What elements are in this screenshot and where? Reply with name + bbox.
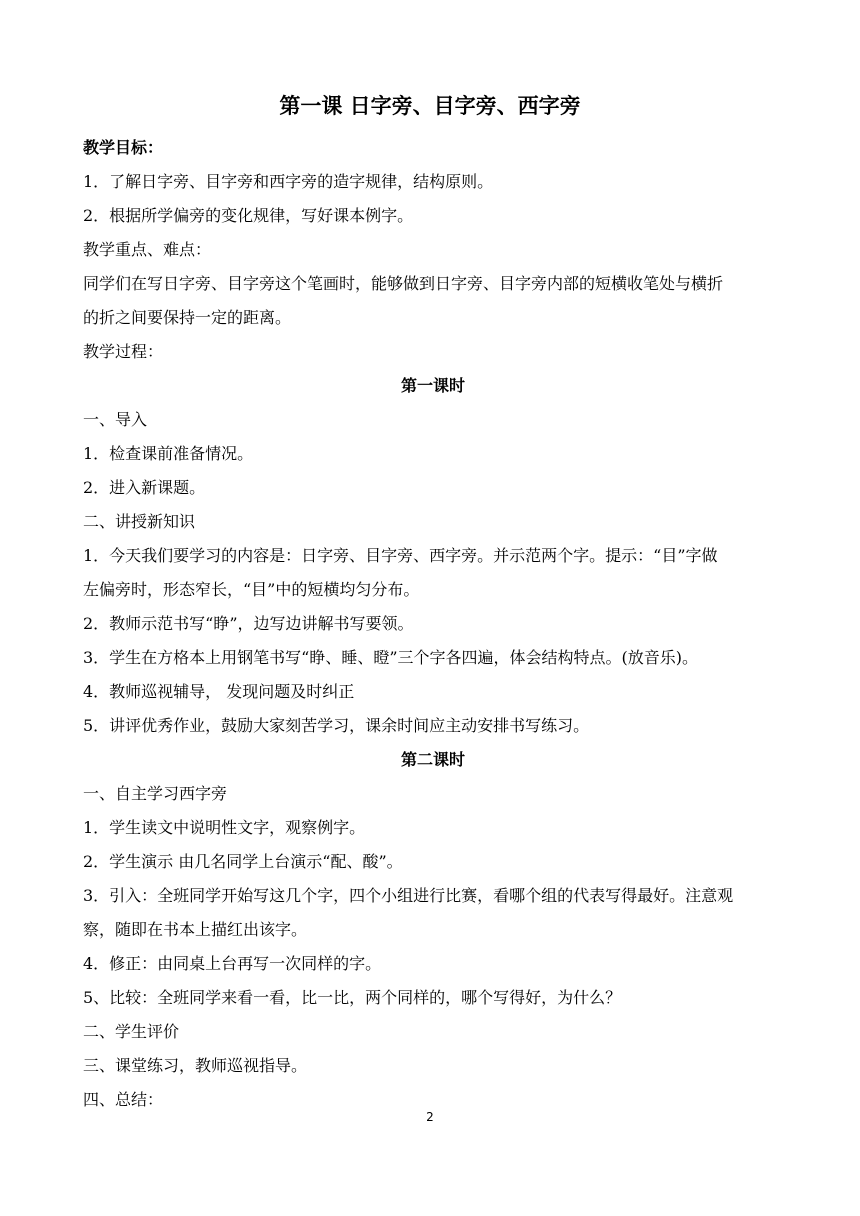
section-heading: 第一课时	[400, 376, 465, 395]
text-line: 一、自主学习西字旁	[83, 784, 228, 803]
text-line: 1．学生读文中说明性文字，观察例字。	[83, 818, 366, 837]
text-line: 一、导入	[83, 410, 148, 429]
text-line: 4．修正：由同桌上台再写一次同样的字。	[83, 954, 382, 973]
section-heading: 第二课时	[400, 750, 465, 769]
page-number: 2	[426, 1110, 434, 1124]
text-line: 1．今天我们要学习的内容是：日字旁、目字旁、西字旁。并示范两个字。提示：“目”字做	[83, 546, 718, 565]
text-line: 左偏旁时，形态窄长，“目”中的短横均匀分布。	[83, 580, 420, 599]
text-line: 四、总结：	[83, 1090, 164, 1109]
text-line: 5．讲评优秀作业，鼓励大家刻苦学习，课余时间应主动安排书写练习。	[83, 716, 590, 735]
text-line: 教学目标：	[83, 138, 164, 157]
text-line: 的折之间要保持一定的距离。	[83, 308, 292, 327]
text-line: 三、课堂练习，教师巡视指导。	[83, 1056, 308, 1075]
text-line: 1．了解日字旁、目字旁和西字旁的造字规律，结构原则。	[83, 172, 494, 191]
text-line: 察，随即在书本上描红出该字。	[83, 920, 308, 939]
text-line: 2．进入新课题。	[83, 478, 206, 497]
text-line: 3．学生在方格本上用钢笔书写“睁、睡、瞪”三个字各四遍，体会结构特点。(放音乐)。	[83, 648, 699, 667]
text-line: 2．学生演示 由几名同学上台演示“配、酸”。	[83, 852, 403, 871]
document-body	[83, 131, 783, 1117]
text-line: 二、讲授新知识	[83, 512, 196, 531]
text-line: 3．引入：全班同学开始写这几个字，四个小组进行比赛，看哪个组的代表写得最好。注意观	[83, 886, 734, 905]
text-line: 4．教师巡视辅导， 发现问题及时纠正	[83, 682, 355, 701]
text-line: 5、比较：全班同学来看一看，比一比，两个同样的，哪个写得好，为什么？	[83, 988, 622, 1007]
text-line: 1．检查课前准备情况。	[83, 444, 254, 463]
text-line: 2．根据所学偏旁的变化规律，写好课本例字。	[83, 206, 414, 225]
text-line: 同学们在写日字旁、目字旁这个笔画时，能够做到日字旁、目字旁内部的短横收笔处与横折	[83, 274, 724, 293]
text-line: 二、学生评价	[83, 1022, 180, 1041]
lesson-title: 第一课 日字旁、目字旁、西字旁	[279, 94, 581, 118]
text-line: 教学重点、难点：	[83, 240, 212, 259]
text-line: 教学过程：	[83, 342, 164, 361]
text-line: 2．教师示范书写“睁”，边写边讲解书写要领。	[83, 614, 414, 633]
